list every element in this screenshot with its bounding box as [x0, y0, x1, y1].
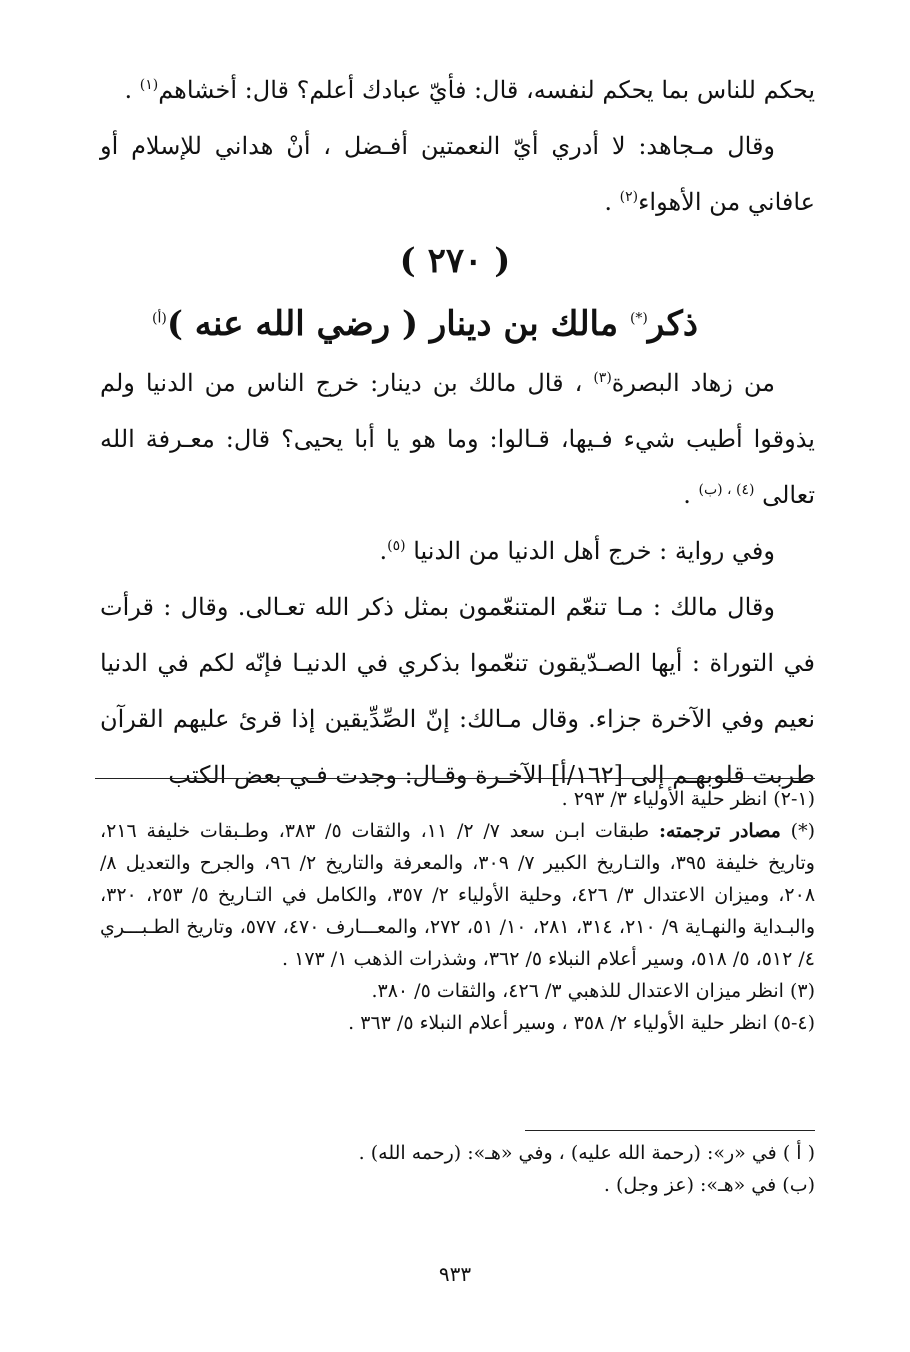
footnote-divider: [95, 778, 815, 779]
footnote: [100, 783, 815, 815]
text-span: ، قال مالك بن دينار: خرج الناس من الدنيا ولم يذوقوا أطيب شيء فـيها، قـالوا: وما هو يا أبا يحيى؟ قال: معـرفة الله تعالى: [100, 369, 815, 509]
text-paragraph: وقال مـجاهد: لا أدري أيّ النعمتين أفـضل ، أنْ هداني للإسلام أو عافاني من الأهواء$^{(٢)}$ .: [100, 132, 815, 216]
footnote: [100, 815, 815, 975]
footnote-label: (٤-٥): [773, 1012, 815, 1034]
variant-note: [100, 1169, 815, 1201]
variant-notes: [100, 1137, 815, 1201]
footnote-label: (٣): [789, 980, 815, 1002]
text-line: يحكم للناس بما يحكم لنفسه، قال: فأيّ عبادك أعلم؟ قال: أخشاهم$^{(١)}$ .: [124, 76, 815, 104]
footnote-ref: (١): [139, 77, 159, 93]
footnote-label: ( أ ): [782, 1142, 815, 1164]
footnote-ref: (٥): [387, 538, 406, 554]
footnote-text: في «هـ»: (عز وجل) .: [603, 1174, 777, 1196]
text-span: وفي رواية : خرج أهل الدنيا من الدنيا: [413, 537, 775, 565]
text-paragraph: وفي رواية : خرج أهل الدنيا من الدنيا $^{(٥)}$.: [379, 537, 775, 565]
entry-number: ( ٢٧٠ ): [399, 241, 511, 281]
text-paragraph: وقال مالك : مـا تنعّم المتنعّمون بمثل ذكر الله تعـالى. وقال : قرأت في التوراة : أيها الصـدّيقون تنعّموا بذكري في الدنيـا فإنّه لكم في الدنيا نعيم وفي الآخرة جزاء. وقال مـالك: إنّ الصِّدِّيقين إذا قرئ عليهم القرآن طربت قلوبهـم إلى [١٦٢/أ] الآخـرة وقـال: وجدت فـي بعض الكتب: [100, 593, 815, 789]
continued-text: [100, 62, 815, 230]
footnote-label: (*): [790, 820, 815, 842]
footnotes: [100, 783, 815, 1039]
footnote: [100, 975, 815, 1007]
footnote-ref: (٤) ، (ب): [698, 482, 755, 498]
footnote-text: انظر حلية الأولياء ٣/ ٢٩٣ .: [561, 788, 768, 810]
footnote-ref: (*): [629, 310, 648, 327]
footnote-label: (١-٢): [773, 788, 815, 810]
footnote-text: طبقات ابـن سعد ٧/ ٢/ ١١، والثقات ٥/ ٣٨٣، وطـبقات خليفة ٢١٦، وتاريخ خليفة ٣٩٥، والتـاريخ الكبير ٧/ ٣٠٩، والمعرفة والتاريخ ٢/ ٩٦، والجرح والتعديل ٨/ ٢٠٨، وميزان الاعتدال ٣/ ٤٢٦، وحلية الأولياء ٢/ ٣٥٧، والكامل في التـاريخ ٥/ ٢٥٣، ٣٢٠، والبـداية والنهـاية ٩/ ٢١٠، ٣١٤، ٢٨١، ١٠/ ٥١، ٢٧٢، والمعـــارف ٤٧٠، ٥٧٧، وتاريخ الطـبـــري ٤/ ٥١٢، ٥/ ٥١٨، وسير أعلام النبلاء ٥/ ٣٦٢، وشذرات الذهب ١/ ١٧٣ .: [100, 820, 816, 970]
footnote-ref: (٣): [593, 370, 612, 386]
variant-divider: [525, 1130, 815, 1131]
text-paragraph: من زهاد البصرة$^{(٣)}$ ، قال مالك بن دينار: خرج الناس من الدنيا ولم يذوقوا أطيب شيء فـيها، قـالوا: وما هو يا أبا يحيى؟ قال: معـرفة الله تعالى $^{(٤) ، (ب)}$ .: [100, 369, 815, 509]
variant-note: [100, 1137, 815, 1169]
footnote-ref: (أ): [152, 310, 167, 327]
footnote-label: (ب): [782, 1174, 815, 1196]
entry-title: [152, 296, 698, 352]
entry-title-prefix: ذكر: [647, 304, 698, 344]
footnote-text: انظر حلية الأولياء ٢/ ٣٥٨ ، وسير أعلام النبلاء ٥/ ٣٦٣ .: [348, 1012, 768, 1034]
text-span: وقال مـجاهد: لا أدري أيّ النعمتين أفـضل ، أنْ هداني للإسلام أو عافاني من الأهواء: [100, 132, 815, 216]
footnote: [100, 1007, 815, 1039]
text-span: يحكم للناس بما يحكم لنفسه، قال: فأيّ عبادك أعلم؟ قال: أخشاهم: [158, 76, 815, 104]
footnote-text: في «ر»: (رحمة الله عليه) ، وفي «هـ»: (رحمه الله) .: [358, 1142, 777, 1164]
footnote-text: انظر ميزان الاعتدال للذهبي ٣/ ٤٢٦، والثقات ٥/ ٣٨٠.: [371, 980, 784, 1002]
entry-body: [100, 355, 815, 803]
text-span: من زهاد البصرة: [611, 369, 775, 397]
footnote-heading: مصادر ترجمته:: [658, 820, 781, 842]
footnote-ref: (٢): [619, 189, 639, 205]
entry-title-name: مالك بن دينار ( رضي الله عنه ): [166, 304, 619, 344]
page-number: ٩٣٣: [438, 1262, 472, 1286]
